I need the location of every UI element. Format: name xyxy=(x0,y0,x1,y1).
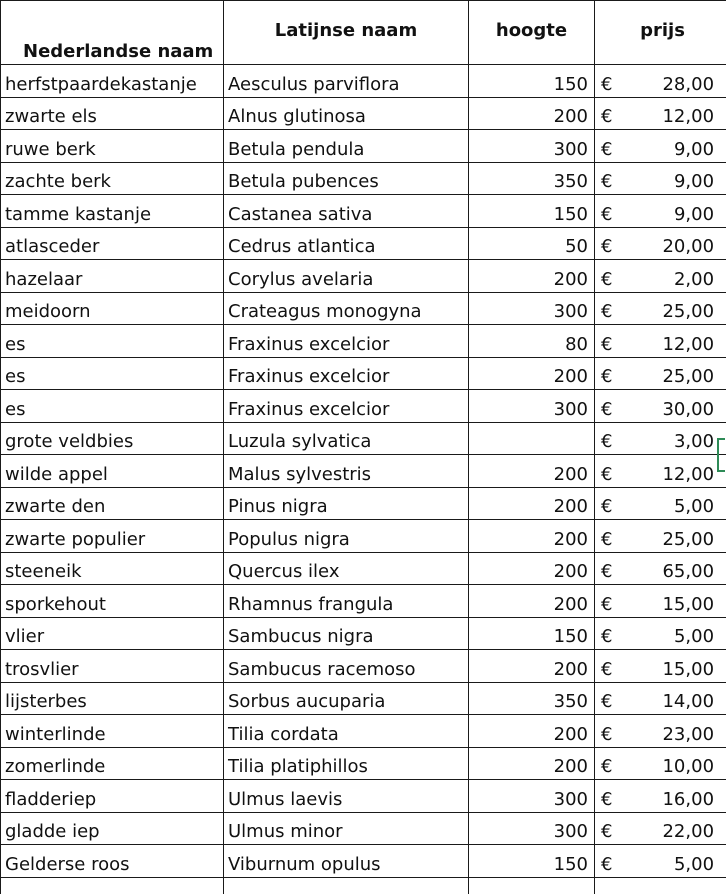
cell-latin-name[interactable]: Sorbus aucuparia xyxy=(224,682,469,715)
cell-height[interactable]: 200 xyxy=(469,552,595,585)
cell-dutch-name[interactable]: gladde iep xyxy=(1,812,224,845)
cell-dutch-name[interactable]: vlier xyxy=(1,617,224,650)
cell-price[interactable]: 22,00 xyxy=(637,812,726,845)
cell-dutch-name[interactable]: wilde appel xyxy=(1,455,224,488)
cell-currency[interactable]: € xyxy=(595,715,637,748)
empty-row xyxy=(1,877,726,894)
cell-price[interactable]: 28,00 xyxy=(637,65,726,98)
table-row xyxy=(1,617,726,650)
cell-price[interactable]: 25,00 xyxy=(637,520,726,553)
cell-price[interactable]: 12,00 xyxy=(637,325,726,358)
table-row xyxy=(1,162,726,195)
cell-price[interactable]: 9,00 xyxy=(637,130,726,163)
cell-currency[interactable]: € xyxy=(595,422,637,455)
cell-height[interactable]: 80 xyxy=(469,325,595,358)
header-price[interactable]: prijs xyxy=(595,1,726,65)
cell-currency[interactable]: € xyxy=(595,552,637,585)
cell-currency[interactable]: € xyxy=(595,65,637,98)
cell-height[interactable]: 200 xyxy=(469,455,595,488)
header-height[interactable]: hoogte xyxy=(469,1,595,65)
cell-price[interactable]: 5,00 xyxy=(637,617,726,650)
cell-height[interactable]: 50 xyxy=(469,227,595,260)
table-row xyxy=(1,130,726,163)
cell-currency[interactable]: € xyxy=(595,845,637,878)
cell-price[interactable]: 15,00 xyxy=(637,650,726,683)
cell-latin-name[interactable]: Tilia platiphillos xyxy=(224,747,469,780)
header-latin-name[interactable]: Latijnse naam xyxy=(224,1,469,65)
cell-latin-name[interactable]: Corylus avelaria xyxy=(224,260,469,293)
cell-price[interactable]: 12,00 xyxy=(637,97,726,130)
cell-latin-name[interactable]: Castanea sativa xyxy=(224,195,469,228)
cell-dutch-name[interactable]: trosvlier xyxy=(1,650,224,683)
empty-cell[interactable] xyxy=(469,877,595,894)
cell-dutch-name[interactable]: steeneik xyxy=(1,552,224,585)
cell-dutch-name[interactable]: ruwe berk xyxy=(1,130,224,163)
cell-currency[interactable]: € xyxy=(595,260,637,293)
active-cell-indicator xyxy=(717,438,725,472)
cell-dutch-name[interactable]: winterlinde xyxy=(1,715,224,748)
cell-currency[interactable]: € xyxy=(595,585,637,618)
cell-height[interactable]: 200 xyxy=(469,260,595,293)
cell-currency[interactable]: € xyxy=(595,617,637,650)
cell-height[interactable]: 150 xyxy=(469,195,595,228)
table-row xyxy=(1,227,726,260)
table-row xyxy=(1,682,726,715)
table-row xyxy=(1,715,726,748)
cell-currency[interactable]: € xyxy=(595,227,637,260)
table-row xyxy=(1,585,726,618)
table-row xyxy=(1,292,726,325)
cell-latin-name[interactable]: Fraxinus excelcior xyxy=(224,325,469,358)
cell-price[interactable]: 14,00 xyxy=(637,682,726,715)
cell-price[interactable]: 5,00 xyxy=(637,487,726,520)
table-row xyxy=(1,520,726,553)
cell-latin-name[interactable]: Pinus nigra xyxy=(224,487,469,520)
table-row xyxy=(1,780,726,813)
cell-price[interactable]: 9,00 xyxy=(637,162,726,195)
cell-latin-name[interactable]: Populus nigra xyxy=(224,520,469,553)
cell-height[interactable]: 200 xyxy=(469,650,595,683)
cell-latin-name[interactable]: Rhamnus frangula xyxy=(224,585,469,618)
cell-latin-name[interactable]: Malus sylvestris xyxy=(224,455,469,488)
empty-cell[interactable] xyxy=(595,877,637,894)
cell-price[interactable]: 23,00 xyxy=(637,715,726,748)
table-row xyxy=(1,747,726,780)
cell-latin-name[interactable]: Ulmus minor xyxy=(224,812,469,845)
cell-dutch-name[interactable]: es xyxy=(1,390,224,423)
cell-dutch-name[interactable]: zwarte den xyxy=(1,487,224,520)
cell-price[interactable]: 15,00 xyxy=(637,585,726,618)
cell-latin-name[interactable]: Fraxinus excelcior xyxy=(224,357,469,390)
cell-height[interactable]: 200 xyxy=(469,357,595,390)
cell-height[interactable]: 300 xyxy=(469,130,595,163)
cell-currency[interactable]: € xyxy=(595,812,637,845)
cell-latin-name[interactable]: Aesculus parviflora xyxy=(224,65,469,98)
cell-price[interactable]: 3,00 xyxy=(637,422,726,455)
cell-price[interactable]: 25,00 xyxy=(637,357,726,390)
table-row xyxy=(1,325,726,358)
cell-latin-name[interactable]: Cedrus atlantica xyxy=(224,227,469,260)
cell-currency[interactable]: € xyxy=(595,325,637,358)
cell-height[interactable]: 200 xyxy=(469,520,595,553)
cell-dutch-name[interactable]: herfstpaardekastanje xyxy=(1,65,224,98)
cell-latin-name[interactable]: Quercus ilex xyxy=(224,552,469,585)
cell-dutch-name[interactable]: sporkehout xyxy=(1,585,224,618)
cell-price[interactable]: 9,00 xyxy=(637,195,726,228)
cell-dutch-name[interactable]: hazelaar xyxy=(1,260,224,293)
cell-currency[interactable]: € xyxy=(595,292,637,325)
table-row xyxy=(1,260,726,293)
cell-latin-name[interactable]: Fraxinus excelcior xyxy=(224,390,469,423)
cell-currency[interactable]: € xyxy=(595,487,637,520)
cell-dutch-name[interactable]: zomerlinde xyxy=(1,747,224,780)
cell-height[interactable]: 300 xyxy=(469,390,595,423)
cell-currency[interactable]: € xyxy=(595,650,637,683)
table-row xyxy=(1,97,726,130)
cell-dutch-name[interactable]: zwarte els xyxy=(1,97,224,130)
cell-height[interactable]: 300 xyxy=(469,812,595,845)
header-row xyxy=(1,1,726,65)
cell-latin-name[interactable]: Sambucus nigra xyxy=(224,617,469,650)
cell-currency[interactable]: € xyxy=(595,390,637,423)
empty-cell[interactable] xyxy=(637,877,726,894)
table-row xyxy=(1,65,726,98)
cell-height[interactable]: 150 xyxy=(469,845,595,878)
cell-dutch-name[interactable]: es xyxy=(1,357,224,390)
cell-height[interactable]: 150 xyxy=(469,65,595,98)
cell-dutch-name[interactable]: grote veldbies xyxy=(1,422,224,455)
empty-cell[interactable] xyxy=(1,877,224,894)
cell-height[interactable]: 200 xyxy=(469,97,595,130)
cell-dutch-name[interactable]: fladderiep xyxy=(1,780,224,813)
cell-dutch-name[interactable]: tamme kastanje xyxy=(1,195,224,228)
table-row xyxy=(1,552,726,585)
cell-currency[interactable]: € xyxy=(595,455,637,488)
cell-latin-name[interactable]: Betula pendula xyxy=(224,130,469,163)
cell-price[interactable]: 65,00 xyxy=(637,552,726,585)
empty-cell[interactable] xyxy=(224,877,469,894)
cell-latin-name[interactable]: Crateagus monogyna xyxy=(224,292,469,325)
cell-height[interactable] xyxy=(469,422,595,455)
cell-dutch-name[interactable]: zachte berk xyxy=(1,162,224,195)
cell-price[interactable]: 20,00 xyxy=(637,227,726,260)
table-row xyxy=(1,812,726,845)
cell-height[interactable]: 200 xyxy=(469,585,595,618)
table-row xyxy=(1,390,726,423)
cell-currency[interactable]: € xyxy=(595,195,637,228)
table-row xyxy=(1,195,726,228)
cell-currency[interactable]: € xyxy=(595,520,637,553)
cell-latin-name[interactable]: Sambucus racemoso xyxy=(224,650,469,683)
cell-dutch-name[interactable]: meidoorn xyxy=(1,292,224,325)
cell-latin-name[interactable]: Ulmus laevis xyxy=(224,780,469,813)
cell-latin-name[interactable]: Betula pubences xyxy=(224,162,469,195)
table-body xyxy=(1,65,726,894)
cell-height[interactable]: 200 xyxy=(469,487,595,520)
cell-currency[interactable]: € xyxy=(595,162,637,195)
cell-height[interactable]: 300 xyxy=(469,292,595,325)
cell-currency[interactable]: € xyxy=(595,747,637,780)
cell-dutch-name[interactable]: Gelderse roos xyxy=(1,845,224,878)
cell-currency[interactable]: € xyxy=(595,357,637,390)
cell-currency[interactable]: € xyxy=(595,130,637,163)
cell-currency[interactable]: € xyxy=(595,682,637,715)
cell-price[interactable]: 25,00 xyxy=(637,292,726,325)
cell-latin-name[interactable]: Alnus glutinosa xyxy=(224,97,469,130)
cell-height[interactable]: 150 xyxy=(469,617,595,650)
cell-price[interactable]: 12,00 xyxy=(637,455,726,488)
table-row xyxy=(1,422,726,455)
cell-price[interactable]: 5,00 xyxy=(637,845,726,878)
cell-price[interactable]: 30,00 xyxy=(637,390,726,423)
cell-latin-name[interactable]: Luzula sylvatica xyxy=(224,422,469,455)
cell-height[interactable]: 200 xyxy=(469,715,595,748)
cell-price[interactable]: 2,00 xyxy=(637,260,726,293)
table-row xyxy=(1,357,726,390)
cell-latin-name[interactable]: Viburnum opulus xyxy=(224,845,469,878)
cell-height[interactable]: 300 xyxy=(469,780,595,813)
cell-height[interactable]: 350 xyxy=(469,162,595,195)
header-dutch-name[interactable]: Nederlandse naam xyxy=(1,1,224,65)
cell-currency[interactable]: € xyxy=(595,97,637,130)
cell-currency[interactable]: € xyxy=(595,780,637,813)
cell-price[interactable]: 16,00 xyxy=(637,780,726,813)
cell-latin-name[interactable]: Tilia cordata xyxy=(224,715,469,748)
cell-dutch-name[interactable]: zwarte populier xyxy=(1,520,224,553)
cell-height[interactable]: 200 xyxy=(469,747,595,780)
cell-dutch-name[interactable]: es xyxy=(1,325,224,358)
table-row xyxy=(1,487,726,520)
cell-price[interactable]: 10,00 xyxy=(637,747,726,780)
table-row xyxy=(1,455,726,488)
cell-dutch-name[interactable]: atlasceder xyxy=(1,227,224,260)
cell-dutch-name[interactable]: lijsterbes xyxy=(1,682,224,715)
table-row xyxy=(1,650,726,683)
cell-height[interactable]: 350 xyxy=(469,682,595,715)
table-row xyxy=(1,845,726,878)
